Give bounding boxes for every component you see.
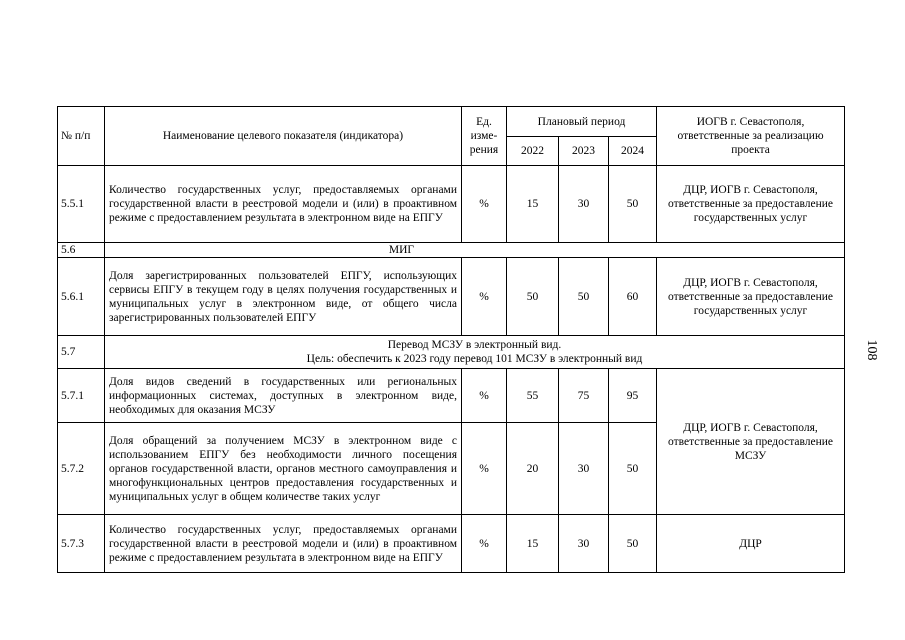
value-2024: 95 (609, 369, 657, 423)
year-2024-header: 2024 (609, 137, 657, 166)
unit-cell: % (462, 258, 507, 336)
table-row (58, 369, 845, 423)
section-title-cell (105, 336, 845, 369)
table-row (58, 166, 845, 243)
table-row (58, 515, 845, 573)
unit-cell: % (462, 423, 507, 515)
section-title: МИГ (105, 243, 845, 258)
responsible-cell: ДЦР, ИОГВ г. Севастополя, ответственные за предоставление МСЗУ (657, 369, 845, 515)
section-row (58, 243, 845, 258)
value-2023: 50 (559, 258, 609, 336)
year-2023-header: 2023 (559, 137, 609, 166)
value-2024: 50 (609, 166, 657, 243)
value-2022: 15 (507, 515, 559, 573)
responsible-cell: ДЦР (657, 515, 845, 573)
col-resp-header: ИОГВ г. Севастополя, ответственные за реализацию проекта (657, 107, 845, 166)
col-name-header: Наименование целевого показателя (индикатора) (105, 107, 462, 166)
value-2023: 30 (559, 423, 609, 515)
indicator-name: Доля видов сведений в государственных или региональных информационных системах, доступных в электронном виде, необходимых для оказания МСЗУ (105, 369, 462, 423)
indicator-name: Доля обращений за получением МСЗУ в электронном виде с использованием ЕПГУ без необходимости личного посещения органов государственной власти, органов местного самоуправления и многофункциональных центров предоставления государственных и муниципальных услуг в общем количестве таких услуг (105, 423, 462, 515)
value-2024: 50 (609, 515, 657, 573)
indicator-name: Доля зарегистрированных пользователей ЕПГУ, использующих сервисы ЕПГУ в текущем году в целях получения государственных и муниципальных услуг в электронном виде, от общего числа зарегистрированных пользователей ЕПГУ (105, 258, 462, 336)
value-2022: 55 (507, 369, 559, 423)
row-number: 5.7.2 (58, 423, 105, 515)
page-number: 108 (864, 339, 879, 361)
value-2022: 20 (507, 423, 559, 515)
row-number: 5.6.1 (58, 258, 105, 336)
row-number: 5.6 (58, 243, 105, 258)
col-unit-header: Ед. изме- рения (462, 107, 507, 166)
header-row (58, 107, 845, 137)
section-title: Перевод МСЗУ в электронный вид. (387, 339, 562, 351)
section-goal: Цель: обеспечить к 2023 году перевод 101 МСЗУ в электронный вид (306, 353, 643, 365)
value-2022: 15 (507, 166, 559, 243)
responsible-cell: ДЦР, ИОГВ г. Севастополя, ответственные за предоставление государственных услуг (657, 258, 845, 336)
col-period-header: Плановый период (507, 107, 657, 137)
year-2022-header: 2022 (507, 137, 559, 166)
value-2023: 75 (559, 369, 609, 423)
row-number: 5.5.1 (58, 166, 105, 243)
row-number: 5.7.3 (58, 515, 105, 573)
value-2022: 50 (507, 258, 559, 336)
indicator-name: Количество государственных услуг, предоставляемых органами государственной власти в реестровой модели и (или) в проактивном режиме с предоставлением результата в электронном виде на ЕПГУ (105, 166, 462, 243)
value-2024: 60 (609, 258, 657, 336)
section-row (58, 336, 845, 369)
indicator-name: Количество государственных услуг, предоставляемых органами государственной власти в реестровой модели и (или) в проактивном режиме с предоставлением результата в электронном виде на ЕПГУ (105, 515, 462, 573)
col-num-header: № п/п (58, 107, 105, 166)
unit-cell: % (462, 515, 507, 573)
unit-cell: % (462, 166, 507, 243)
indicators-table (57, 106, 845, 573)
value-2024: 50 (609, 423, 657, 515)
responsible-cell: ДЦР, ИОГВ г. Севастополя, ответственные за предоставление государственных услуг (657, 166, 845, 243)
unit-cell: % (462, 369, 507, 423)
value-2023: 30 (559, 515, 609, 573)
table-row (58, 258, 845, 336)
row-number: 5.7 (58, 336, 105, 369)
value-2023: 30 (559, 166, 609, 243)
row-number: 5.7.1 (58, 369, 105, 423)
